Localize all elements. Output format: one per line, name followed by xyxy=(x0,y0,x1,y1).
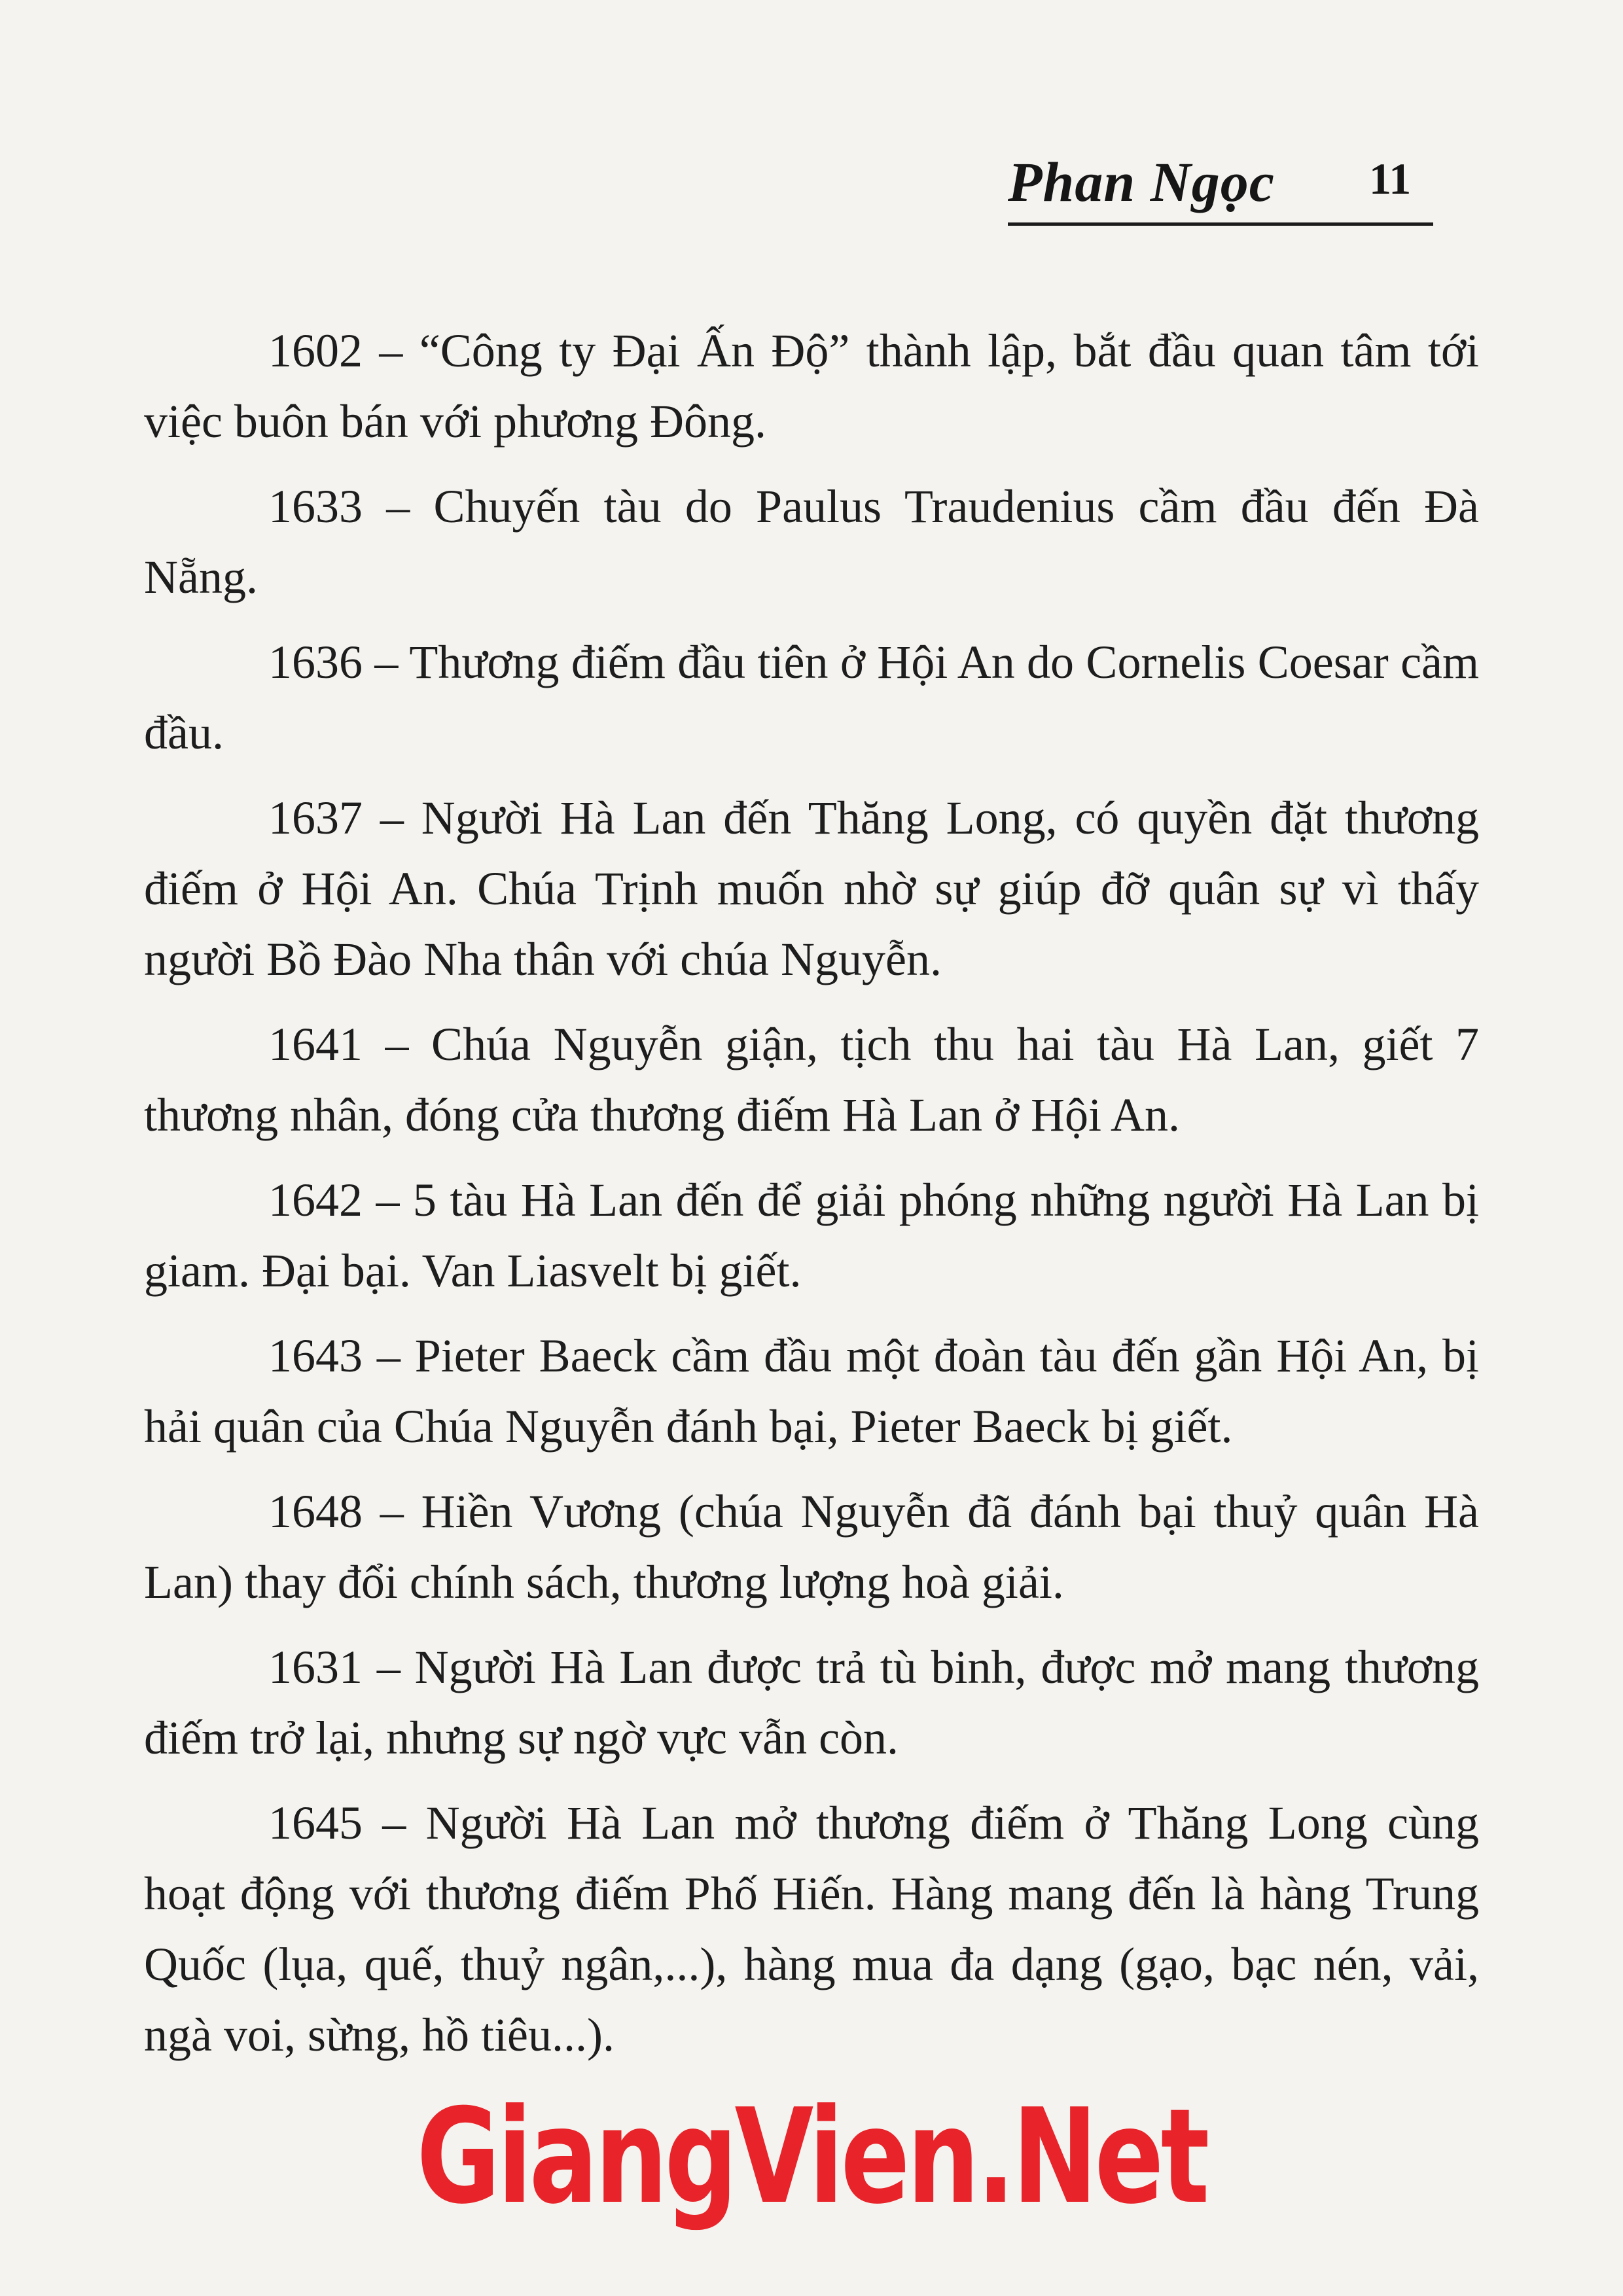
timeline-entry-1643: 1643 – Pieter Baeck cầm đầu một đoàn tàu đến gần Hội An, bị hải quân của Chúa Nguyễn đánh bại, Pieter Baeck bị giết. xyxy=(144,1330,1479,1453)
running-header-author: Phan Ngọc xyxy=(1008,150,1275,213)
timeline-entry-1648: 1648 – Hiền Vương (chúa Nguyễn đã đánh bại thuỷ quân Hà Lan) thay đổi chính sách, thương lượng hoà giải. xyxy=(144,1485,1479,1608)
timeline-entry-1633: 1633 – Chuyến tàu do Paulus Traudenius cầm đầu đến Đà Nẵng. xyxy=(144,480,1479,603)
timeline-entry-1636: 1636 – Thương điếm đầu tiên ở Hội An do Cornelis Coesar cầm đầu. xyxy=(144,636,1479,759)
page-number: 11 xyxy=(1369,154,1412,203)
timeline-entry-1637: 1637 – Người Hà Lan đến Thăng Long, có quyền đặt thương điếm ở Hội An. Chúa Trịnh muốn nhờ sự giúp đỡ quân sự vì thấy người Bồ Đào Nha thân với chúa Nguyễn. xyxy=(144,792,1479,985)
timeline-entry-1631: 1631 – Người Hà Lan được trả tù binh, được mở mang thương điếm trở lại, nhưng sự ngờ vực vẫn còn. xyxy=(144,1641,1479,1764)
timeline-entry-1642: 1642 – 5 tàu Hà Lan đến để giải phóng những người Hà Lan bị giam. Đại bại. Van Liasvelt bị giết. xyxy=(144,1174,1479,1297)
timeline-entry-1641: 1641 – Chúa Nguyễn giận, tịch thu hai tàu Hà Lan, giết 7 thương nhân, đóng cửa thương điếm Hà Lan ở Hội An. xyxy=(144,1018,1479,1141)
timeline-entry-1602: 1602 – “Công ty Đại Ấn Độ” thành lập, bắt đầu quan tâm tới việc buôn bán với phương Đông. xyxy=(144,325,1479,448)
timeline-entry-1645: 1645 – Người Hà Lan mở thương điếm ở Thăng Long cùng hoạt động với thương điếm Phố Hiến. Hàng mang đến là hàng Trung Quốc (lụa, quế, thuỷ ngân,...), hàng mua đa dạng (gạo, bạc nén, vải, ngà voi, sừng, hồ tiêu...). xyxy=(144,1797,1479,2061)
watermark: GiangVien.Net xyxy=(416,2081,1207,2233)
page-header xyxy=(1008,149,1433,234)
header-rule xyxy=(1008,222,1433,226)
page-body xyxy=(144,315,1479,2085)
